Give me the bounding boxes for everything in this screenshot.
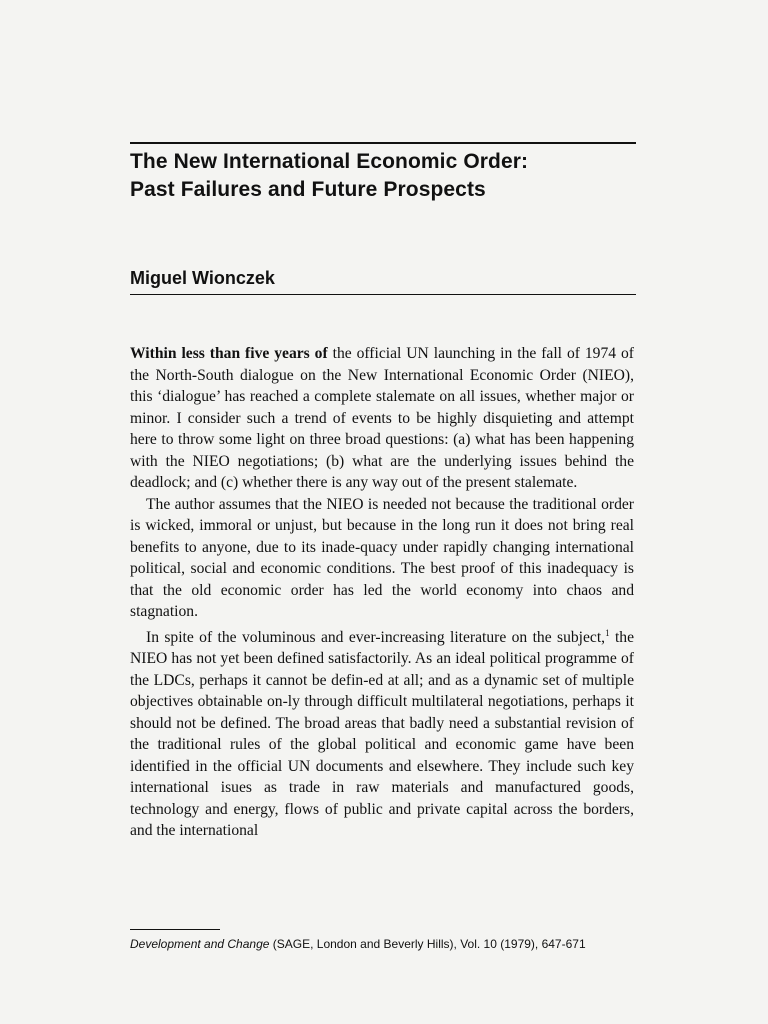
- paragraph-1: [130, 343, 634, 494]
- article-title: [130, 148, 650, 204]
- paragraph-1-lead: Within less than five years of: [130, 345, 328, 362]
- footnote-ref: 1: [605, 627, 610, 638]
- title-line-1: The New International Economic Order:: [130, 150, 529, 173]
- citation-text: (SAGE, London and Beverly Hills), Vol. 10 (1979), 647-671: [269, 937, 586, 951]
- title-line-2: Past Failures and Future Prospects: [130, 178, 486, 201]
- title-top-rule: [130, 142, 636, 144]
- journal-name: Development and Change: [130, 937, 270, 951]
- paragraph-1-text: the official UN launching in the fall of 1974 of the North-South dialogue on the New International Economic Order (NIEO), this ‘dialogue’ has reached a complete stalemate on all issues, whether major or minor. I consider such a trend of events to be highly disquieting and attempt here to throw some light on three broad questions: (a) what has been happening with the NIEO negotiations; (b) what are the underlying issues behind the deadlock; and (c) whether there is any way out of the present stalemate.: [130, 345, 634, 491]
- article-body: [130, 343, 634, 842]
- paragraph-3-text-b: the NIEO has not yet been defined satisfactorily. As an ideal political programme of the LDCs, perhaps it cannot be defin-ed at all; and as a dynamic set of multiple objectives obtainable on-ly through difficult multilateral negotiations, perhaps it should not be defined. The broad areas that badly need a substantial revision of the traditional rules of the global political and economic game have been identified in the official UN documents and elsewhere. They include such key international isues as trade in raw materials and manufactured goods, technology and energy, flows of public and private capital across the borders, and the international: [130, 628, 634, 839]
- paragraph-3: [130, 623, 634, 842]
- paragraph-2: The author assumes that the NIEO is needed not because the traditional order is wicked, immoral or unjust, but because in the long run it does not bring real benefits to anyone, due to its inade-quacy under rapidly changing international political, social and economic conditions. The best proof of this inadequacy is that the old economic order has led the world economy into chaos and stagnation.: [130, 495, 634, 620]
- author-rule: [130, 294, 636, 295]
- citation-footer: [130, 936, 650, 952]
- footnote-rule: [130, 929, 220, 930]
- paragraph-3-text-a: In spite of the voluminous and ever-increasing literature on the subject,: [146, 628, 606, 646]
- author-name: Miguel Wionczek: [130, 268, 275, 288]
